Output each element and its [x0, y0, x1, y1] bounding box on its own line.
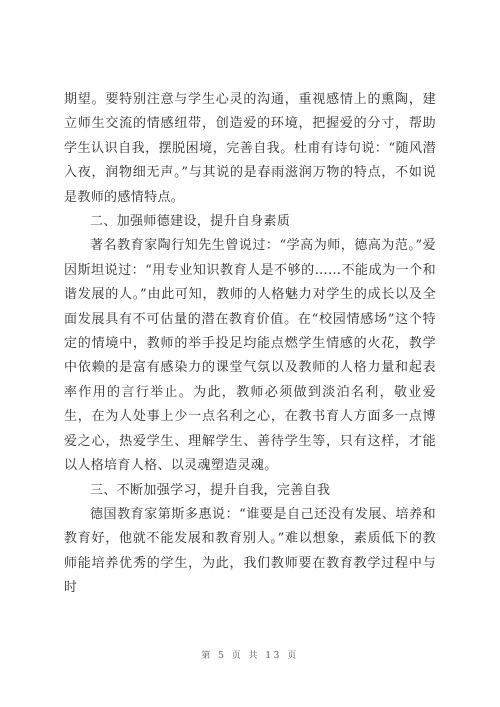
- page-number-footer: 第 5 页 共 13 页: [201, 651, 299, 661]
- paragraph-continuation: 期望。要特别注意与学生心灵的沟通，重视感情上的熏陶，建立师生交流的情感纽带，创造爱的环境，把握爱的分寸，帮助学生认识自我，摆脱困境，完善自我。杜甫有诗句说：“随风潜入夜，润物细无声。”与其说的是春雨滋润万物的特点，不如说是教师的感情特点。: [64, 92, 436, 205]
- section-heading-3: 三、不断加强学习，提升自我，完善自我: [90, 482, 331, 498]
- section-heading-2: 二、加强师德建设，提升自身素质: [90, 214, 291, 230]
- paragraph-continuous-learning: 德国教育家第斯多惠说：“谁要是自己还没有发展、培养和教育好，他就不能发展和教育别人。”难以想象，素质低下的教师能培养优秀的学生，为此，我们教师要在教育教学过程中与时: [64, 506, 436, 596]
- document-body: [64, 88, 436, 601]
- paragraph-teacher-ethics: 著名教育家陶行知先生曾说过：“学高为师，德高为范。”爱因斯坦说过：“用专业知识教育人是不够的……不能成为一个和谐发展的人。”由此可知，教师的人格魅力对学生的成长以及全面发展具有不可估量的潜在教育价值。在“校园情感场”这个特定的情境中，教师的举手投足均能点燃学生情感的火花，教学中依赖的是富有感染力的课堂气氛以及教师的人格力量和起表率作用的言行举止。为此，教师必须做到淡泊名利，敬业爱生，在为人处事上少一点名利之心，在教书育人方面多一点博爱之心，热爱学生、理解学生、善待学生等，只有这样，才能以人格培育人格、以灵魂塑造灵魂。: [64, 238, 436, 474]
